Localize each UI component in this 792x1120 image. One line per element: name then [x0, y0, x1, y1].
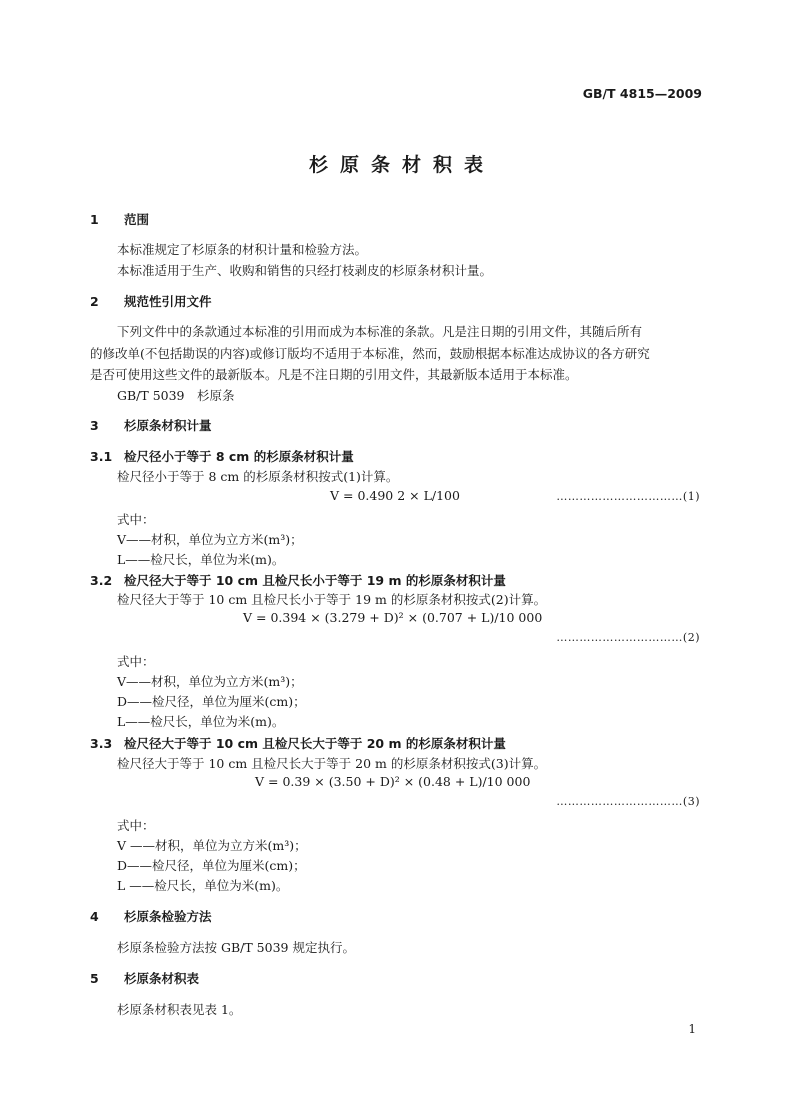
where-label: 式中： [117, 654, 155, 669]
subsection-title: 检尺径小于等于 8 cm 的杉原条材积计量 [124, 449, 354, 464]
section-number: 4 [90, 909, 99, 924]
subsection-title: 检尺径大于等于 10 cm 且检尺长小于等于 19 m 的杉原条材积计量 [124, 573, 506, 588]
paragraph-line: 是否可使用这些文件的最新版本。凡是不注日期的引用文件，其最新版本适用于本标准。 [90, 367, 578, 382]
variable-definition: L ——检尺长，单位为米(m)。 [117, 878, 289, 893]
variable-definition: V ——材积，单位为立方米(m³)； [117, 838, 307, 853]
where-label: 式中： [117, 818, 155, 833]
variable-definition: L——检尺长，单位为米(m)。 [117, 552, 285, 567]
section-number: 5 [90, 971, 99, 986]
section-2-heading [90, 292, 212, 310]
section-number: 2 [90, 294, 99, 309]
section-title: 范围 [124, 212, 150, 227]
normative-reference: GB/T 5039 杉原条 [117, 388, 235, 403]
formula-3-number: ……………………………(3) [556, 795, 700, 808]
section-1-heading [90, 210, 149, 228]
section-number: 1 [90, 212, 99, 227]
variable-definition: V——材积，单位为立方米(m³)； [117, 674, 303, 689]
section-4-heading [90, 907, 212, 925]
paragraph: 检尺径小于等于 8 cm 的杉原条材积按式(1)计算。 [117, 469, 399, 484]
subsection-number: 3.2 [90, 573, 113, 588]
formula-1-number: ……………………………(1) [556, 490, 700, 503]
paragraph: 检尺径大于等于 10 cm 且检尺长小于等于 19 m 的杉原条材积按式(2)计算。 [117, 592, 547, 607]
section-title: 杉原条材积表 [124, 971, 200, 986]
section-title: 规范性引用文件 [124, 294, 212, 309]
paragraph: 本标准适用于生产、收购和销售的只经打枝剥皮的杉原条材积计量。 [117, 263, 493, 278]
paragraph-line: 下列文件中的条款通过本标准的引用而成为本标准的条款。凡是注日期的引用文件，其随后所有 [117, 324, 643, 339]
paragraph: 检尺径大于等于 10 cm 且检尺长大于等于 20 m 的杉原条材积按式(3)计算。 [117, 756, 547, 771]
subsection-3-1-heading [90, 447, 354, 465]
section-5-heading [90, 969, 199, 987]
subsection-number: 3.3 [90, 736, 113, 751]
where-label: 式中： [117, 512, 155, 527]
page-title: 杉原条材积表 [308, 154, 495, 176]
section-3-heading [90, 416, 212, 434]
formula-1: V = 0.490 2 × L/100 [330, 488, 460, 503]
paragraph: 本标准规定了杉原条的材积计量和检验方法。 [117, 242, 368, 257]
page-number: 1 [688, 1022, 696, 1036]
section-title: 杉原条材积计量 [124, 418, 212, 433]
subsection-number: 3.1 [90, 449, 113, 464]
paragraph: 杉原条材积表见表 1。 [117, 1002, 242, 1017]
variable-definition: L——检尺长，单位为米(m)。 [117, 714, 285, 729]
variable-definition: D——检尺径，单位为厘米(cm)； [117, 858, 306, 873]
variable-definition: V——材积，单位为立方米(m³)； [117, 532, 303, 547]
subsection-3-3-heading [90, 734, 506, 752]
formula-2: V = 0.394 × (3.279 + D)² × (0.707 + L)/10 000 [243, 610, 543, 625]
section-title: 杉原条检验方法 [124, 909, 212, 924]
standard-code: GB/T 4815—2009 [582, 86, 702, 101]
variable-definition: D——检尺径，单位为厘米(cm)； [117, 694, 306, 709]
subsection-title: 检尺径大于等于 10 cm 且检尺长大于等于 20 m 的杉原条材积计量 [124, 736, 506, 751]
section-number: 3 [90, 418, 99, 433]
subsection-3-2-heading [90, 571, 506, 589]
formula-3: V = 0.39 × (3.50 + D)² × (0.48 + L)/10 000 [255, 774, 531, 789]
formula-2-number: ……………………………(2) [556, 631, 700, 644]
paragraph-line: 的修改单(不包括勘误的内容)或修订版均不适用于本标准，然而，鼓励根据本标准达成协议的各方研究 [90, 346, 650, 361]
paragraph: 杉原条检验方法按 GB/T 5039 规定执行。 [117, 940, 355, 955]
